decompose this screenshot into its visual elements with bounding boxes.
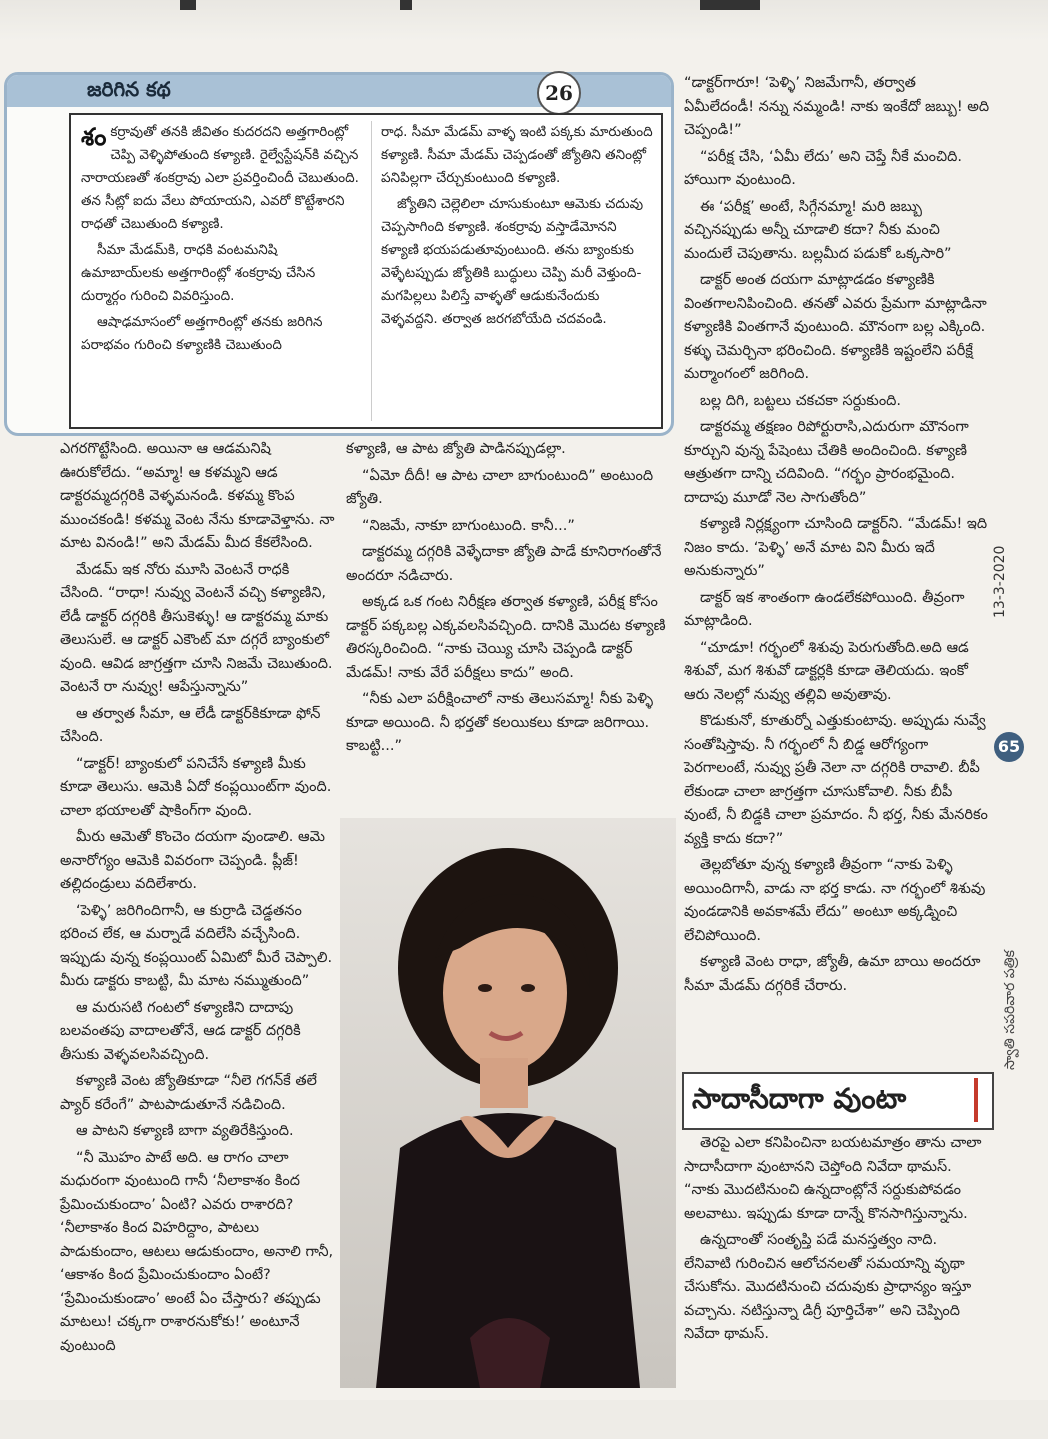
- portrait-illustration: [340, 818, 676, 1388]
- paragraph: ఈ ‘పరీక్ష’ అంటే, సిగ్గేనమ్మా! మరి జబ్బు వచ్చినప్పుడు అన్నీ చూడాలి కదా? నీకు మంచి మందులే చెపుతాను. బల్లమీద పడుకో ఒక్కసారి”: [684, 198, 952, 262]
- recap-dropcap: శం: [81, 122, 107, 151]
- paragraph: తెరపై ఎలా కనిపించినా బయటమాత్రం తాను చాలా సాదాసీదాగా వుంటానని చెప్తోంది నివేదా థామస్. “నాకు మొదటినుంచి ఉన్నదాంట్లోనే సర్దుకుపోవడం అలవాటు. ఇప్పుడు కూడా దాన్నే కొనసాగిస్తున్నాను.: [684, 1135, 982, 1222]
- article-column-3: [684, 72, 990, 1001]
- paragraph: “నిజమే, నాకూ బాగుంటుంది. కానీ...”: [362, 517, 575, 534]
- recap-paragraph: ఆషాఢమాసంలో అత్తగారింట్లో తనకు జరిగిన పరాభవం గురించి కళ్యాణికి చెబుతుంది: [81, 314, 323, 353]
- top-margin: [0, 0, 1048, 40]
- recap-title: జరిగిన కథ: [87, 77, 171, 101]
- paragraph: కళ్యాణి నిర్లక్ష్యంగా చూసింది డాక్టర్‌ని. “మేడమ్! ఇది నిజం కాదు. ‘పెళ్ళి’ అనే మాట విని మీరు ఇదే అనుకున్నారు”: [684, 516, 988, 579]
- paragraph: మేడమ్ ఇక నోరు మూసి వెంటనే రాధకి చేసింది. “రాధా! నువ్వు వెంటనే వచ్చి కళ్యాణిని, లేడీ డాక్టర్ దగ్గరికి తీసుకెళ్ళు! ఆ డాక్టరమ్మ మాకు తెలుసులే. ఆ డాక్టర్ ఎకౌంట్ మా దగ్గరే బ్యాంకులో వుంది. ఆవిడ జాగ్రత్తగా చూసి నిజమే చెబుతుంది. వెంటనే రా నువ్వు! ఆపేస్తున్నాను”: [60, 561, 333, 695]
- paragraph: ఉన్నదాంతో సంతృప్తి పడే మనస్తత్వం నాది. లేనివాటి గురించిన ఆలోచనలతో సమయాన్ని వృథా చేసుకోను. మొదటినుంచి చదువుకు ప్రాధాన్యం ఇస్తూ వచ్చాను. నటిస్తున్నా డిగ్రీ పూర్తిచేశా” అని చెప్పింది నివేదా థామస్.: [684, 1232, 972, 1342]
- paragraph: “నీకు ఎలా పరీక్షించాలో నాకు తెలుసమ్మా! నీకు పెళ్ళి కూడా అయింది. నీ భర్తతో కలయికలు కూడా జరిగాయి. కాబట్టి...”: [346, 691, 654, 754]
- recap-header: [7, 75, 671, 107]
- paragraph: అక్కడ ఒక గంట నిరీక్షణ తర్వాత కళ్యాణి, పరీక్ష కోసం డాక్టర్ పక్కబల్ల ఎక్కవలసివచ్చింది. దానికి మొదట కళ్యాణి తిరస్కరించింది. “నాకు చెయ్యి చూసి చెప్పండి డాక్టర్ మేడమ్! నాకు వేరే పరీక్షలు కాదు” అంది.: [346, 594, 666, 681]
- recap-paragraph: రాధ. సీమా మేడమ్ వాళ్ళ ఇంటి పక్కకు మారుతుంది కళ్యాణి. సీమా మేడమ్ చెప్పడంతో జ్యోతిని తనింట్లో పనిపిల్లగా చేర్చుకుంటుంది కళ్యాణి.: [381, 124, 653, 186]
- accent-bar: [974, 1078, 978, 1122]
- paragraph: ఎగరగొట్టేసింది. అయినా ఆ ఆడమనిషి ఊరుకోలేదు. “అమ్మా! ఆ కళమ్మని ఆడ డాక్టరమ్మదగ్గరికి వెళ్ళమనండి. కళమ్మ కొంప ముంచకండి! కళమ్మ వెంట నేను కూడావెళ్తాను. నా మాట వినండి!” అని మేడమ్ మీద కేకలేసింది.: [60, 441, 335, 551]
- paragraph: బల్ల దిగి, బట్టలు చకచకా సర్దుకుంది.: [700, 392, 902, 409]
- article-column-2: [346, 438, 672, 762]
- paragraph: డాక్టర్ అంత దయగా మాట్లాడడం కళ్యాణికి వింతగాలనిపించింది. తనతో ఎవరు ప్రేమగా మాట్లాడినా కళ్యాణికి వింతగానే వుంటుంది. మౌనంగా బల్ల ఎక్కింది. కళ్ళు చెమర్చినా భరించింది. కళ్యాణికి ఇష్టంలేని పరీక్షే మర్మాంగంలో జరిగింది.: [684, 272, 987, 382]
- recap-paragraph: సీమా మేడమ్‌కి, రాధకి వంటమనిషి ఉమాబాయ్‌లకు అత్తగారింట్లో శంకర్రావు చేసిన దుర్మార్గం గురించి వివరిస్తుంది.: [81, 242, 316, 304]
- sidebox-heading: [682, 1072, 994, 1130]
- paragraph: ‘పెళ్ళి’ జరిగిందిగానీ, ఆ కుర్రాడి చెడ్డతనం భరించ లేక, ఆ మర్నాడే వదిలేసి వచ్చేసింది. ఇప్పుడు వున్న కంప్లయింట్ ఏమిటో మీరే చెప్పాలి. మీరు డాక్టరు కాబట్టి, మీ మాట నమ్ముతుంది”: [60, 902, 333, 989]
- sidebox-title: సాదాసీదాగా వుంటా: [692, 1082, 907, 1115]
- paragraph: మీరు ఆమెతో కొంచెం దయగా వుండాలి. ఆమె అనారోగ్యం ఆమెకి వివరంగా చెప్పండి. ప్లీజ్! తల్లిదండ్రులు వదిలేశారు.: [60, 829, 325, 892]
- sidebox-body: [684, 1132, 988, 1350]
- actress-photo: [340, 818, 676, 1388]
- paragraph: డాక్టర్ ఇక శాంతంగా ఉండలేకపోయింది. తీవ్రంగా మాట్లాడింది.: [684, 589, 965, 629]
- paragraph: ఆ మరుసటి గంటలో కళ్యాణిని దాదాపు బలవంతపు వాదాలతోనే, ఆడ డాక్టర్ దగ్గరికి తీసుకు వెళ్ళవలసివచ్చింది.: [60, 999, 301, 1063]
- paragraph: “డాక్టర్! బ్యాంకులో పనిచేసే కళ్యాణి మీకు కూడా తెలుసు. ఆమెకి ఏదో కంప్లయింట్‌గా వుంది. చాలా భయాలతో షాకింగ్‌గా వుంది.: [60, 755, 332, 819]
- print-mark: [180, 0, 196, 10]
- paragraph: డాక్టరమ్మ తక్షణం రిపోర్టురాసి,ఎదురుగా మౌనంగా కూర్చుని వున్న పేషెంటు చేతికి అందించింది. కళ్యాణి ఆత్రుతగా దాన్ని చదివింది. “గర్భం ప్రారంభమైంది. దాదాపు మూడో నెల సాగుతోంది”: [684, 419, 969, 506]
- recap-divider: [371, 121, 372, 421]
- episode-number: 26: [537, 71, 581, 115]
- story-recap-box: [4, 72, 674, 436]
- paragraph: తెల్లబోతూ వున్న కళ్యాణి తీవ్రంగా “నాకు పెళ్ళి అయిందిగానీ, వాడు నా భర్త కాడు. నా గర్భంలో శిశువు వుండడానికి అవకాశమే లేదు” అంటూ అక్కడ్నించి లేచిపోయింది.: [684, 857, 986, 944]
- paragraph: “డాక్టర్‌గారూ! ‘పెళ్ళి’ నిజమేగానీ, తర్వాత ఏమీలేదండీ! నన్ను నమ్మండి! నాకు ఇంకేదో జబ్బు! అది చెప్పండి!”: [684, 75, 990, 138]
- recap-paragraph: జ్యోతిని చెల్లెలిలా చూసుకుంటూ ఆమెకు చదువు చెప్పసాగింది కళ్యాణి. శంకర్రావు వస్తాడేమోనని కళ్యాణి భయపడుతూవుంటుంది. తను బ్యాంకుకు వెళ్ళేటప్పుడు జ్యోతికి బుద్ధులు చెప్పి మరీ వెళ్తుంది- మగపిల్లలు పిలిస్తే వాళ్ళతో ఆడుకునేందుకు వెళ్ళవద్దని. తర్వాత జరగబోయేది చదవండి.: [381, 196, 644, 327]
- recap-left-column: [81, 121, 361, 360]
- paragraph: ఆ తర్వాత సీమా, ఆ లేడీ డాక్టర్‌కికూడా ఫోన్ చేసింది.: [60, 705, 321, 745]
- paragraph: డాక్టరమ్మ దగ్గరికి వెళ్ళేదాకా జ్యోతి పాడే కూనిరాగంతోనే అందరూ నడిచారు.: [346, 544, 662, 584]
- paragraph: కళ్యాణి, ఆ పాట జ్యోతి పాడినప్పుడల్లా.: [346, 441, 566, 457]
- paragraph: “నీ మొహం పాటే అది. ఆ రాగం చాలా మధురంగా వుంటుంది గానీ ‘నీలాకాశం కింద ప్రేమించుకుందాం’ ఏంటి? ఎవరు రాశారది? ‘నీలాకాశం కింద విహరిద్దాం, పాటలు పాడుకుందాం, ఆటలు ఆడుకుందాం, అనాలి గానీ, ‘ఆకాశం కింద ప్రేమించుకుందాం ఏంటే? ‘ప్రేమించుకుండాం’ అంటే ఏం చేస్తారు? తప్పుడు మాటలు! చక్కగా రాశారనుకోకు!’ అంటూనే వుంటుంది: [60, 1149, 334, 1354]
- paragraph: “పరీక్ష చేసి, ‘ఏమీ లేదు’ అని చెప్తే నీకే మంచిది. హాయిగా వుంటుంది.: [684, 148, 962, 188]
- paragraph: కొడుకునో, కూతుర్నో ఎత్తుకుంటావు. అప్పుడు నువ్వే సంతోషిస్తావు. నీ గర్భంలో నీ బిడ్డ ఆరోగ్యంగా పెరగాలంటే, నువ్వు ప్రతీ నెలా నా దగ్గరికి రావాలి. బీపీ లేకుండా చాలా జాగ్రత్తగా చూసుకోవాలి. నీకు బీపీ వుంటే, నీ బిడ్డకి చాలా ప్రమాదం. నీ భర్త, నీకు మేనరికం వ్యక్తి కాదు కదా?”: [684, 713, 988, 847]
- issue-date: 13-3-2020: [992, 545, 1008, 618]
- paragraph: ఆ పాటని కళ్యాణి బాగా వ్యతిరేకిస్తుంది.: [76, 1123, 294, 1139]
- paragraph: కళ్యాణి వెంట రాధా, జ్యోతీ, ఉమా బాయి అందరూ సీమా మేడమ్ దగ్గరికే చేరారు.: [684, 954, 981, 994]
- print-mark: [700, 0, 760, 10]
- paragraph: కళ్యాణి వెంట జ్యోతికూడా “నీలె గగన్‌కే తలే ప్యార్ కరేంగే” పాటపాడుతూనే నడిచింది.: [60, 1073, 317, 1113]
- recap-paragraph: కర్రావుతో తనకి జీవితం కుదరదని అత్తగారింట్లో చెప్పి వెళ్ళిపోతుంది కళ్యాణి. రైల్వేస్టేషన్‌కి వచ్చిన నారాయణతో శంకర్రావు ఎలా ప్రవర్తించిందీ చెబుతుంది. తన సీట్లో ఐదు వేలు పోయాయని, ఎవరో కొట్టేశారని రాధతో చెబుతుంది కళ్యాణి.: [81, 124, 359, 232]
- paragraph: “ఏమో దీదీ! ఆ పాట చాలా బాగుంటుంది” అంటుంది జ్యోతి.: [346, 467, 654, 507]
- print-mark: [400, 0, 412, 10]
- recap-text: [69, 113, 663, 429]
- bottom-margin: [0, 1400, 1048, 1439]
- magazine-name: స్వాతి సపరివార పత్రిక: [1002, 950, 1018, 1070]
- article-column-1: [60, 438, 336, 1361]
- paragraph: “చూడూ! గర్భంలో శిశువు పెరుగుతోంది.అది ఆడ శిశువో, మగ శిశువో డాక్టర్లకి కూడా తెలియదు. ఇంకో ఆరు నెలల్లో నువ్వు తల్లివి అవుతావు.: [684, 639, 969, 703]
- recap-right-column: [381, 121, 653, 334]
- page-number-badge: 65: [994, 732, 1024, 762]
